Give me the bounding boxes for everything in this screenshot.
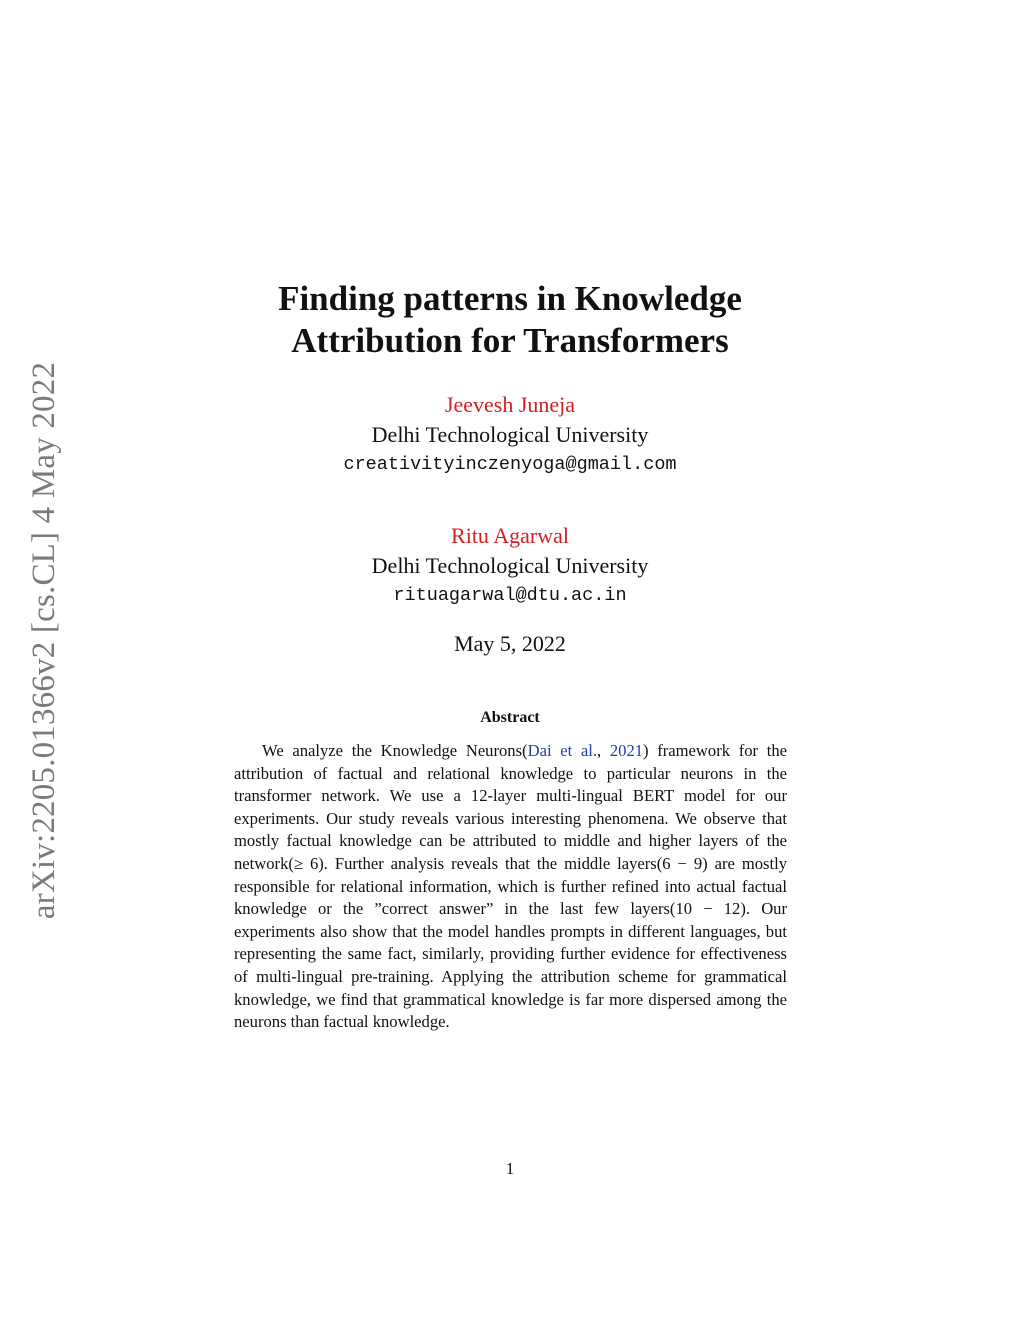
abstract-body bbox=[234, 740, 787, 1034]
paper-title-line-2: Attribution for Transformers bbox=[291, 321, 729, 360]
citation-link-authors[interactable]: Dai et al. bbox=[527, 741, 598, 760]
citation-link-year[interactable]: 2021 bbox=[609, 741, 644, 760]
author-name[interactable]: Ritu Agarwal bbox=[451, 523, 569, 548]
author-affiliation: Delhi Technological University bbox=[371, 422, 649, 447]
paper-title-line-1: Finding patterns in Knowledge bbox=[278, 279, 742, 318]
author-block-1 bbox=[200, 390, 820, 480]
arxiv-identifier-stamp bbox=[26, 350, 64, 930]
arxiv-identifier-text: arXiv:2205.01366v2 [cs.CL] 4 May 2022 bbox=[26, 361, 63, 919]
author-name[interactable]: Jeevesh Juneja bbox=[444, 392, 576, 417]
paper-title bbox=[200, 278, 820, 362]
abstract-text-main: ) framework for the attribution of factual and relational knowledge to particular neurons in the transformer network. We use a 12-layer multi-lingual BERT model for our experiments. Our study reveals various interesting phenomena. We observe that mostly factual knowledge can be attributed to middle and higher layers of the network(≥ 6). Further analysis reveals that the middle layers(6 − 9) are mostly responsible for relational information, which is further refined into actual factual knowledge or the ”correct answer” in the last few layers(10 − 12). Our experiments also show that the model handles prompts in different languages, but representing the same fact, similarly, providing further evidence for effectiveness of multi-lingual pre-training. Applying the attribution scheme for grammatical knowledge, we find that grammatical knowledge is far more dispersed among the neurons than factual knowledge. bbox=[234, 741, 787, 1032]
author-email: rituagarwal@dtu.ac.in bbox=[393, 585, 627, 606]
abstract-heading: Abstract bbox=[480, 709, 540, 726]
abstract-text-intro: We analyze the Knowledge Neurons( bbox=[262, 741, 528, 760]
author-email: creativityinczenyoga@gmail.com bbox=[343, 454, 677, 475]
author-block-2 bbox=[200, 521, 820, 611]
publication-date: May 5, 2022 bbox=[454, 631, 566, 656]
citation-separator: , bbox=[597, 741, 610, 760]
page-number: 1 bbox=[505, 1159, 515, 1178]
author-affiliation: Delhi Technological University bbox=[371, 553, 649, 578]
